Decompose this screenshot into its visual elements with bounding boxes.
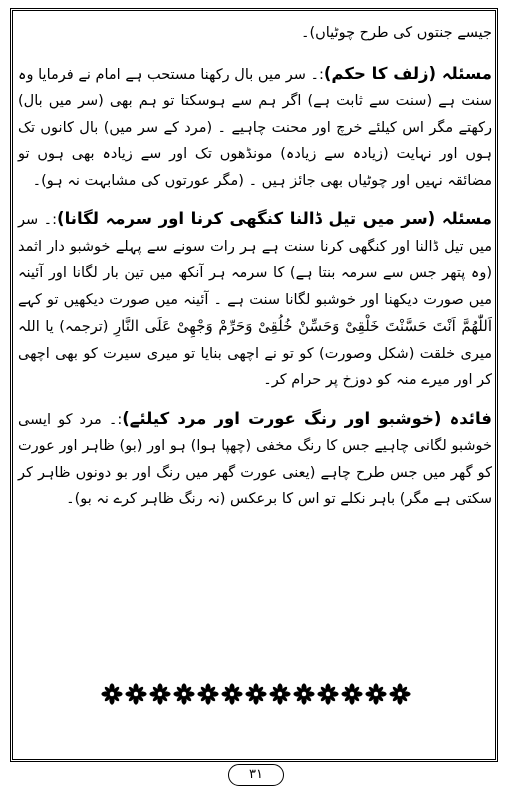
section-body: :۔ سر میں تیل ڈالنا اور کنگھی کرنا سنت ہے ہر رات سونے سے پہلے خوشبو دار اثمد (وہ پتھر جس سے سرمہ بنتا ہے) کا سرمہ ہر آنکھ میں تین بار لگانا اور آئینہ میں صورت دیکھنا اور خوشبو لگانا سنت ہے ۔ آئینہ میں صورت دیکھیں تو کہے [18, 212, 492, 308]
section-heading: مسئلہ (سر میں تیل ڈالنا کنگھی کرنا اور سرمہ لگانا) [57, 209, 493, 228]
section-heading: مسئلہ (زلف کا حکم) [323, 63, 492, 83]
masala-zulf [18, 61, 492, 195]
flower-ornament-icon [149, 683, 171, 705]
section-body: :۔ سر میں بال رکھنا مستحب ہے امام نے فرمایا وہ سنت ہے (سنت سے ثابت ہے) اگر ہم سے ہوسکتا تو ہم بھی (سر میں بال) رکھتے مگر اس کیلئے خرچ اور محنت چاہیے ۔ (مرد کے سر میں) بال کانوں تک ہوں اور نہایت (زیادہ سے زیادہ) مونڈھوں تک اور سے زیادہ بھی ہوں تو مضائقہ نہیں اور چوٹیاں بھی جائز ہیں ۔ (مگر عورتوں کی مشابہت نہ ہو)۔ [18, 66, 492, 189]
section-heading: فائدہ (خوشبو اور رنگ عورت اور مرد کیلئے) [122, 408, 492, 428]
flower-ornament-icon [197, 683, 219, 705]
page-text [18, 20, 492, 525]
flower-ornament-icon [341, 683, 363, 705]
faida-khushbu [18, 406, 492, 513]
flower-ornament-icon [221, 683, 243, 705]
flower-ornament-icon [389, 683, 411, 705]
flower-ornament-icon [101, 683, 123, 705]
section-body: :۔ مرد کو ایسی خوشبو لگانی چاہیے جس کا رنگ مخفی (چھپا ہوا) ہو اور (بو) ظاہر اور عورت کو گھر میں جس طرح چاہے (یعنی عورت گھر میں رنگ اور بو دونوں ظاہر کر سکتی ہے مگر) باہر نکلے تو اس کا برعکس (نہ رنگ ظاہر کرے نہ بو)۔ [18, 411, 492, 507]
flower-ornament-icon [365, 683, 387, 705]
flower-ornament-icon [245, 683, 267, 705]
flower-ornament-icon [125, 683, 147, 705]
flower-ornament-icon [269, 683, 291, 705]
arabic-dua: اَللّٰھُمَّ اَنْتَ حَسَّنْتَ خَلْقِیْ وَحَسِّنْ خُلُقِیْ وَحَرِّمْ وَجْھِیْ عَلَی النَّارِ [113, 317, 493, 335]
floral-ornament-divider [0, 683, 512, 717]
flower-ornament-icon [173, 683, 195, 705]
masala-tel-kanghi [18, 206, 492, 394]
flower-ornament-icon [293, 683, 315, 705]
page-number: ۳۱ [228, 764, 284, 786]
translation: (ترجمہ) یا اللہ میری خلقت (شکل وصورت) کو تو نے اچھی بنایا تو میری سیرت کو بھی اچھی کر اور میرے منہ کو دوزخ پر حرام کر۔ [18, 319, 492, 388]
intro-line: جیسے جنتوں کی طرح چوٹیاں)۔ [300, 25, 492, 41]
flower-ornament-icon [317, 683, 339, 705]
